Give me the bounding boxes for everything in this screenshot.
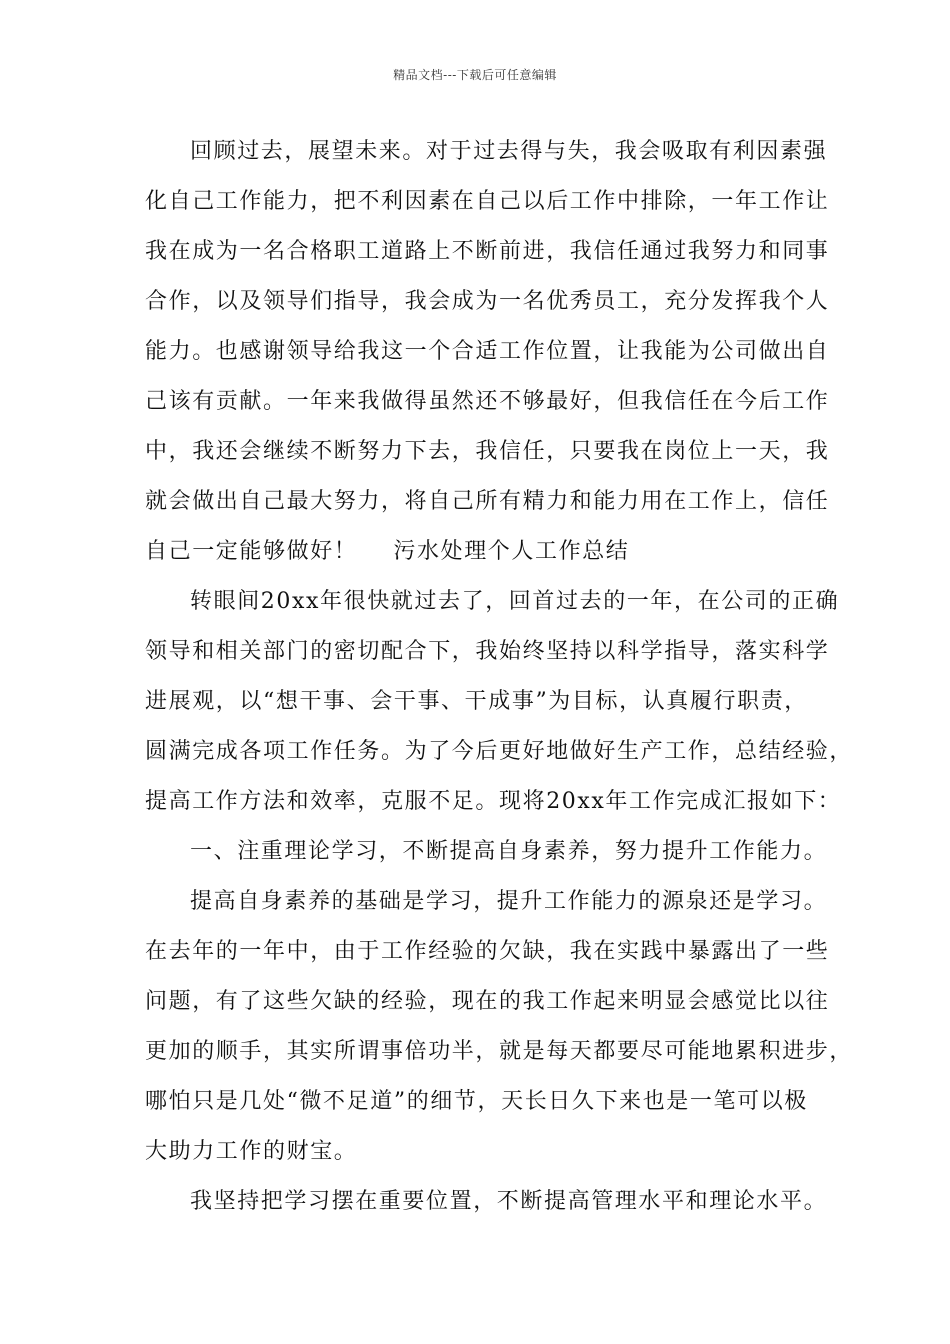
text-line: 我在成为一名合格职工道路上不断前进，我信任通过我努力和同事 [145,239,830,264]
text-line: 圆满完成各项工作任务。为了今后更好地做好生产工作，总结经验， [145,739,854,764]
text-line: 哪怕只是几处“微不足道”的细节，天长日久下来也是一笔可以极 [145,1089,808,1114]
text-line: 领导和相关部门的密切配合下，我始终坚持以科学指导，落实科学 [145,639,830,664]
text-line: 转眼间20xx年很快就过去了，回首过去的一年，在公司的正确 [190,589,840,614]
text-line: 大助力工作的财宝。 [145,1139,358,1164]
page-header: 精品文档---下载后可任意编辑 [393,68,557,82]
document-body [145,132,854,1232]
text-line: 提高自身素养的基础是学习，提升工作能力的源泉还是学习。 [190,889,828,914]
text-line: 回顾过去，展望未来。对于过去得与失，我会吸取有利因素强 [190,139,828,164]
text-line: 在去年的一年中，由于工作经验的欠缺，我在实践中暴露出了一些 [145,939,830,964]
text-line: 自己一定能够做好！ 污水处理个人工作总结 [145,539,630,564]
section-title: 污水处理个人工作总结 [393,539,630,564]
section-heading: 一、注重理论学习，不断提高自身素养，努力提升工作能力。 [190,839,828,864]
text-line: 进展观，以“想干事、会干事、干成事”为目标，认真履行职责， [145,689,808,714]
text-line: 提高工作方法和效率，克服不足。现将20xx年工作完成汇报如下： [145,789,842,814]
text-line: 能力。也感谢领导给我这一个合适工作位置，让我能为公司做出自 [145,339,830,364]
text-line: 己该有贡献。一年来我做得虽然还不够最好，但我信任在今后工作 [145,389,830,414]
text-line: 中，我还会继续不断努力下去，我信任，只要我在岗位上一天，我 [145,439,830,464]
text-line: 合作，以及领导们指导，我会成为一名优秀员工，充分发挥我个人 [145,289,830,314]
text-line: 更加的顺手，其实所谓事倍功半，就是每天都要尽可能地累积进步， [145,1039,854,1064]
text-line: 化自己工作能力，把不利因素在自己以后工作中排除，一年工作让 [145,189,830,214]
text-line: 就会做出自己最大努力，将自己所有精力和能力用在工作上，信任 [145,489,830,514]
text-line: 问题，有了这些欠缺的经验，现在的我工作起来明显会感觉比以往 [145,989,830,1014]
text-line: 我坚持把学习摆在重要位置，不断提高管理水平和理论水平。 [190,1189,828,1214]
